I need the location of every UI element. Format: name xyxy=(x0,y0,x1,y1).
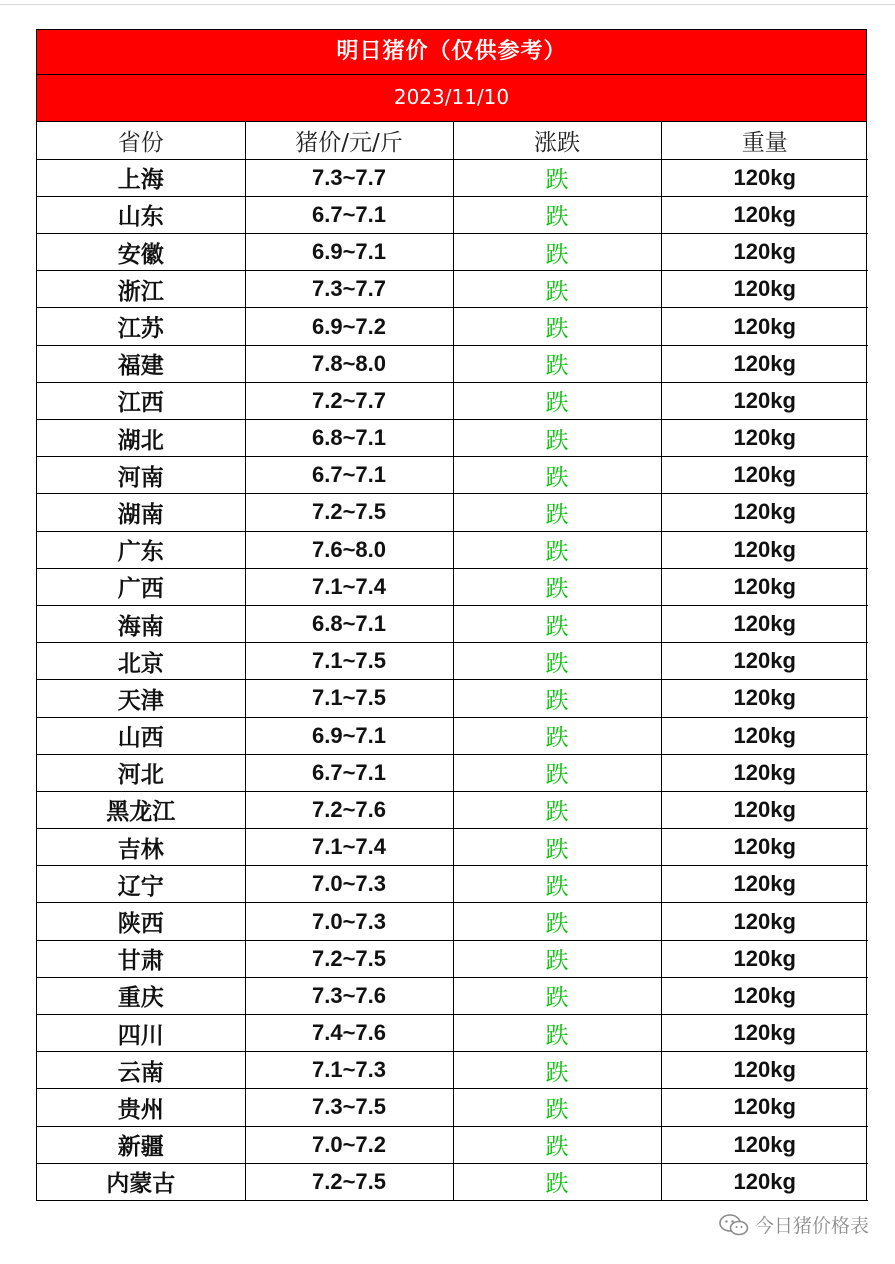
price-cell: 6.7~7.1 xyxy=(245,457,453,494)
weight-cell: 120kg xyxy=(661,457,868,494)
trend-cell: 跌 xyxy=(453,494,661,531)
weight-cell: 120kg xyxy=(661,1089,868,1126)
price-cell: 7.1~7.5 xyxy=(245,680,453,717)
province-cell: 陕西 xyxy=(37,903,245,940)
province-cell: 安徽 xyxy=(37,234,245,271)
weight-cell: 120kg xyxy=(661,531,868,568)
table-row xyxy=(37,791,868,828)
weight-cell: 120kg xyxy=(661,940,868,977)
table-row xyxy=(37,643,868,680)
trend-cell: 跌 xyxy=(453,271,661,308)
province-cell: 辽宁 xyxy=(37,866,245,903)
province-cell: 浙江 xyxy=(37,271,245,308)
trend-cell: 跌 xyxy=(453,940,661,977)
table-row xyxy=(37,308,868,345)
province-cell: 河北 xyxy=(37,754,245,791)
table-row xyxy=(37,568,868,605)
watermark-text: 今日猪价格表 xyxy=(754,1215,869,1237)
province-cell: 江西 xyxy=(37,382,245,419)
price-cell: 7.3~7.5 xyxy=(245,1089,453,1126)
price-cell: 7.2~7.5 xyxy=(245,494,453,531)
trend-cell: 跌 xyxy=(453,1015,661,1052)
weight-cell: 120kg xyxy=(661,1163,868,1200)
trend-cell: 跌 xyxy=(453,829,661,866)
weight-cell: 120kg xyxy=(661,791,868,828)
price-cell: 7.0~7.2 xyxy=(245,1126,453,1163)
table-date: 2023/11/10 xyxy=(37,75,866,122)
province-cell: 吉林 xyxy=(37,829,245,866)
weight-cell: 120kg xyxy=(661,754,868,791)
trend-cell: 跌 xyxy=(453,531,661,568)
weight-cell: 120kg xyxy=(661,605,868,642)
province-cell: 广西 xyxy=(37,568,245,605)
province-cell: 贵州 xyxy=(37,1089,245,1126)
header-price: 猪价/元/斤 xyxy=(245,122,453,159)
table-row xyxy=(37,196,868,233)
province-cell: 北京 xyxy=(37,643,245,680)
trend-cell: 跌 xyxy=(453,382,661,419)
trend-cell: 跌 xyxy=(453,903,661,940)
trend-cell: 跌 xyxy=(453,977,661,1014)
province-cell: 山东 xyxy=(37,196,245,233)
table-row xyxy=(37,829,868,866)
top-rule xyxy=(0,4,895,5)
table-header-row xyxy=(37,122,868,159)
table-row xyxy=(37,754,868,791)
province-cell: 内蒙古 xyxy=(37,1163,245,1200)
trend-cell: 跌 xyxy=(453,1163,661,1200)
table-row xyxy=(37,345,868,382)
weight-cell: 120kg xyxy=(661,568,868,605)
trend-cell: 跌 xyxy=(453,568,661,605)
trend-cell: 跌 xyxy=(453,196,661,233)
table-row xyxy=(37,494,868,531)
trend-cell: 跌 xyxy=(453,308,661,345)
trend-cell: 跌 xyxy=(453,717,661,754)
weight-cell: 120kg xyxy=(661,494,868,531)
trend-cell: 跌 xyxy=(453,420,661,457)
header-province: 省份 xyxy=(37,122,245,159)
trend-cell: 跌 xyxy=(453,457,661,494)
price-cell: 7.8~8.0 xyxy=(245,345,453,382)
price-cell: 6.7~7.1 xyxy=(245,196,453,233)
table-row xyxy=(37,903,868,940)
weight-cell: 120kg xyxy=(661,1015,868,1052)
province-cell: 甘肃 xyxy=(37,940,245,977)
price-cell: 7.2~7.7 xyxy=(245,382,453,419)
price-cell: 7.3~7.7 xyxy=(245,159,453,196)
watermark xyxy=(719,1211,869,1238)
price-cell: 7.3~7.6 xyxy=(245,977,453,1014)
table-row xyxy=(37,866,868,903)
weight-cell: 120kg xyxy=(661,382,868,419)
table-row xyxy=(37,1126,868,1163)
weight-cell: 120kg xyxy=(661,159,868,196)
table-row xyxy=(37,1015,868,1052)
table-row xyxy=(37,605,868,642)
price-cell: 7.4~7.6 xyxy=(245,1015,453,1052)
weight-cell: 120kg xyxy=(661,643,868,680)
price-cell: 6.9~7.1 xyxy=(245,234,453,271)
province-cell: 天津 xyxy=(37,680,245,717)
price-cell: 7.1~7.4 xyxy=(245,568,453,605)
province-cell: 海南 xyxy=(37,605,245,642)
table-row xyxy=(37,382,868,419)
weight-cell: 120kg xyxy=(661,196,868,233)
price-cell: 7.0~7.3 xyxy=(245,903,453,940)
price-cell: 7.2~7.5 xyxy=(245,940,453,977)
price-cell: 6.7~7.1 xyxy=(245,754,453,791)
trend-cell: 跌 xyxy=(453,680,661,717)
price-cell: 7.3~7.7 xyxy=(245,271,453,308)
price-cell: 7.2~7.5 xyxy=(245,1163,453,1200)
province-cell: 广东 xyxy=(37,531,245,568)
table-row xyxy=(37,159,868,196)
province-cell: 湖南 xyxy=(37,494,245,531)
trend-cell: 跌 xyxy=(453,791,661,828)
weight-cell: 120kg xyxy=(661,680,868,717)
wechat-icon xyxy=(719,1214,749,1236)
price-cell: 7.2~7.6 xyxy=(245,791,453,828)
price-cell: 7.1~7.5 xyxy=(245,643,453,680)
trend-cell: 跌 xyxy=(453,1052,661,1089)
weight-cell: 120kg xyxy=(661,866,868,903)
province-cell: 河南 xyxy=(37,457,245,494)
table-row xyxy=(37,940,868,977)
trend-cell: 跌 xyxy=(453,1126,661,1163)
province-cell: 四川 xyxy=(37,1015,245,1052)
trend-cell: 跌 xyxy=(453,1089,661,1126)
table-row xyxy=(37,717,868,754)
weight-cell: 120kg xyxy=(661,420,868,457)
table-title: 明日猪价（仅供参考） xyxy=(37,29,866,75)
province-cell: 湖北 xyxy=(37,420,245,457)
weight-cell: 120kg xyxy=(661,829,868,866)
price-table-sheet xyxy=(36,29,867,1201)
price-cell: 7.6~8.0 xyxy=(245,531,453,568)
trend-cell: 跌 xyxy=(453,234,661,271)
province-cell: 上海 xyxy=(37,159,245,196)
weight-cell: 120kg xyxy=(661,903,868,940)
weight-cell: 120kg xyxy=(661,1126,868,1163)
weight-cell: 120kg xyxy=(661,234,868,271)
price-cell: 6.9~7.2 xyxy=(245,308,453,345)
table-row xyxy=(37,457,868,494)
price-table xyxy=(37,122,868,1201)
table-body xyxy=(37,159,868,1200)
price-cell: 6.9~7.1 xyxy=(245,717,453,754)
trend-cell: 跌 xyxy=(453,159,661,196)
trend-cell: 跌 xyxy=(453,866,661,903)
price-cell: 6.8~7.1 xyxy=(245,420,453,457)
weight-cell: 120kg xyxy=(661,271,868,308)
table-row xyxy=(37,1089,868,1126)
trend-cell: 跌 xyxy=(453,754,661,791)
table-row xyxy=(37,234,868,271)
table-row xyxy=(37,420,868,457)
table-row xyxy=(37,680,868,717)
price-cell: 7.0~7.3 xyxy=(245,866,453,903)
province-cell: 重庆 xyxy=(37,977,245,1014)
weight-cell: 120kg xyxy=(661,717,868,754)
province-cell: 黑龙江 xyxy=(37,791,245,828)
table-row xyxy=(37,531,868,568)
table-row xyxy=(37,1052,868,1089)
trend-cell: 跌 xyxy=(453,345,661,382)
weight-cell: 120kg xyxy=(661,1052,868,1089)
table-row xyxy=(37,977,868,1014)
province-cell: 新疆 xyxy=(37,1126,245,1163)
weight-cell: 120kg xyxy=(661,977,868,1014)
province-cell: 山西 xyxy=(37,717,245,754)
province-cell: 福建 xyxy=(37,345,245,382)
table-row xyxy=(37,271,868,308)
header-weight: 重量 xyxy=(661,122,868,159)
table-row xyxy=(37,1163,868,1200)
weight-cell: 120kg xyxy=(661,345,868,382)
price-cell: 6.8~7.1 xyxy=(245,605,453,642)
price-cell: 7.1~7.3 xyxy=(245,1052,453,1089)
trend-cell: 跌 xyxy=(453,643,661,680)
province-cell: 江苏 xyxy=(37,308,245,345)
price-cell: 7.1~7.4 xyxy=(245,829,453,866)
header-trend: 涨跌 xyxy=(453,122,661,159)
trend-cell: 跌 xyxy=(453,605,661,642)
weight-cell: 120kg xyxy=(661,308,868,345)
province-cell: 云南 xyxy=(37,1052,245,1089)
